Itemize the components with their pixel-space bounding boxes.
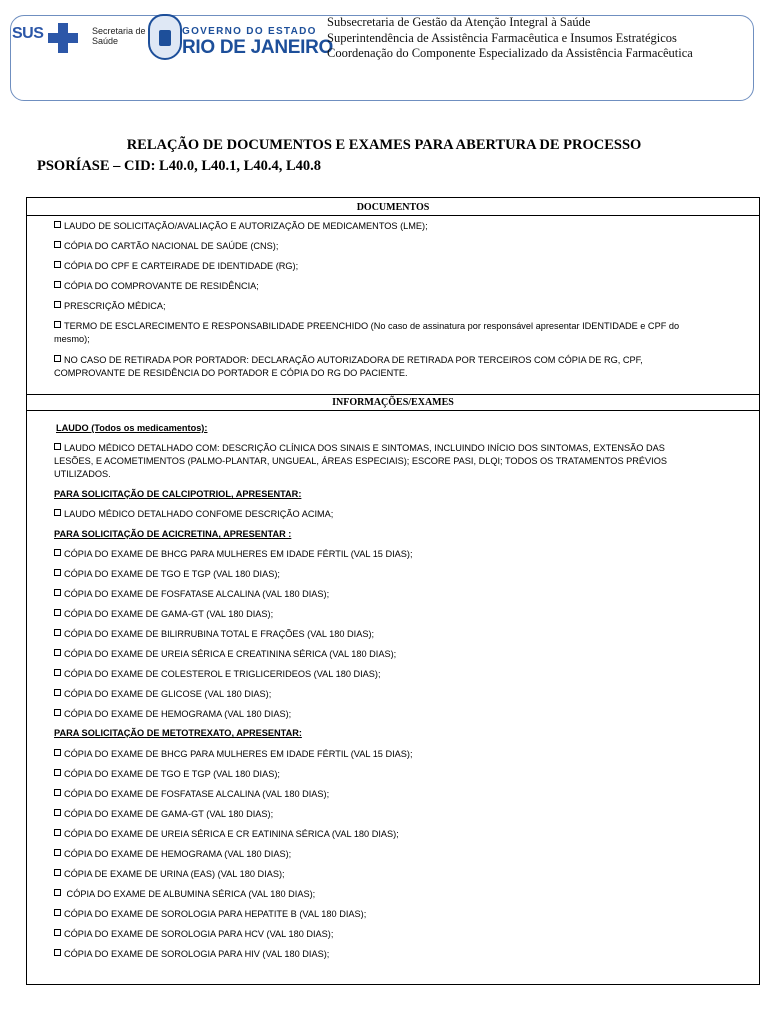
checkbox-icon — [54, 809, 61, 816]
checkbox-icon — [54, 789, 61, 796]
checkbox-icon — [54, 769, 61, 776]
checkbox-icon — [54, 829, 61, 836]
list-item: TERMO DE ESCLARECIMENTO E RESPONSABILIDADE PREENCHIDO (No caso de assinatura por responsável apresentar IDENTIDADE e CPF do mesmo); — [54, 321, 680, 344]
list-item: CÓPIA DO EXAME DE SOROLOGIA PARA HIV (VAL 180 DIAS); — [54, 948, 329, 961]
list-item: CÓPIA DO EXAME DE UREIA SÉRICA E CREATININA SÉRICA (VAL 180 DIAS); — [54, 648, 396, 661]
checkbox-icon — [54, 261, 61, 268]
checkbox-icon — [54, 629, 61, 636]
header-line-1: Subsecretaria de Gestão da Atenção Integral à Saúde — [327, 15, 591, 29]
list-item: CÓPIA DO EXAME DE GAMA-GT (VAL 180 DIAS); — [54, 608, 273, 621]
checkbox-icon — [54, 749, 61, 756]
checkbox-icon — [54, 889, 61, 896]
list-item: CÓPIA DO EXAME DE BHCG PARA MULHERES EM IDADE FÉRTIL (VAL 15 DIAS); — [54, 548, 413, 561]
checkbox-icon — [54, 569, 61, 576]
sus-cross-icon — [48, 23, 78, 53]
checkbox-icon — [54, 549, 61, 556]
page-title: RELAÇÃO DE DOCUMENTOS E EXAMES PARA ABERTURA DE PROCESSO — [126, 137, 642, 153]
checkbox-icon — [54, 949, 61, 956]
header-line-3: Coordenação do Componente Especializado da Assistência Farmacêutica — [327, 46, 693, 60]
list-item: CÓPIA DO EXAME DE UREIA SÉRICA E CR EATININA SÉRICA (VAL 180 DIAS); — [54, 828, 399, 841]
list-item: LAUDO MÉDICO DETALHADO CONFOME DESCRIÇÃO ACIMA; — [54, 508, 333, 521]
checkbox-icon — [54, 321, 61, 328]
calcipotriol-heading: PARA SOLICITAÇÃO DE CALCIPOTRIOL, APRESENTAR: — [54, 489, 302, 499]
list-item: PRESCRIÇÃO MÉDICA; — [54, 300, 166, 313]
laudo-heading: LAUDO (Todos os medicamentos): — [56, 423, 208, 433]
list-item: CÓPIA DO CARTÃO NACIONAL DE SAÚDE (CNS); — [54, 240, 278, 253]
checkbox-icon — [54, 649, 61, 656]
divider — [27, 410, 759, 411]
divider — [27, 394, 759, 395]
state-seal-icon — [148, 14, 182, 60]
list-item: CÓPIA DO EXAME DE FOSFATASE ALCALINA (VAL 180 DIAS); — [54, 788, 329, 801]
documentos-heading: DOCUMENTOS — [356, 202, 430, 213]
list-item: CÓPIA DO EXAME DE SOROLOGIA PARA HCV (VAL 180 DIAS); — [54, 928, 333, 941]
list-item: NO CASO DE RETIRADA POR PORTADOR: DECLARAÇÃO AUTORIZADORA DE RETIRADA POR TERCEIROS COM CÓPIA DE RG, CPF, COMPROVANTE DE RESIDÊNCIA DO PORTADOR E CÓPIA DO RG DO PACIENTE. — [54, 355, 643, 378]
list-item: CÓPIA DO EXAME DE HEMOGRAMA (VAL 180 DIAS); — [54, 708, 291, 721]
list-item: CÓPIA DO COMPROVANTE DE RESIDÊNCIA; — [54, 280, 259, 293]
checkbox-icon — [54, 589, 61, 596]
list-item: CÓPIA DO EXAME DE FOSFATASE ALCALINA (VAL 180 DIAS); — [54, 588, 329, 601]
informacoes-heading: INFORMAÇÕES/EXAMES — [332, 397, 454, 408]
divider — [27, 215, 759, 216]
list-item: CÓPIA DO CPF E CARTEIRADE DE IDENTIDADE (RG); — [54, 260, 298, 273]
list-item: CÓPIA DO EXAME DE HEMOGRAMA (VAL 180 DIAS); — [54, 848, 291, 861]
list-item: LAUDO DE SOLICITAÇÃO/AVALIAÇÃO E AUTORIZAÇÃO DE MEDICAMENTOS (LME); — [54, 220, 428, 233]
checkbox-icon — [54, 669, 61, 676]
gov-logo-line-2: RIO DE JANEIRO — [182, 37, 333, 58]
list-item: CÓPIA DO EXAME DE COLESTEROL E TRIGLICERIDEOS (VAL 180 DIAS); — [54, 668, 381, 681]
list-item: CÓPIA DO EXAME DE GLICOSE (VAL 180 DIAS); — [54, 688, 271, 701]
gov-logo-line-1: GOVERNO DO ESTADO — [182, 26, 317, 37]
metotrexato-heading: PARA SOLICITAÇÃO DE METOTREXATO, APRESENTAR: — [54, 728, 302, 738]
checkbox-icon — [54, 689, 61, 696]
secretaria-line-2: Saúde — [92, 36, 119, 46]
sus-logo: SUS — [12, 25, 44, 42]
checkbox-icon — [54, 221, 61, 228]
checkbox-icon — [54, 355, 61, 362]
checkbox-icon — [54, 301, 61, 308]
secretaria-saude-logo — [92, 26, 146, 46]
list-item: CÓPIA DO EXAME DE BHCG PARA MULHERES EM IDADE FÉRTIL (VAL 15 DIAS); — [54, 748, 413, 761]
checkbox-icon — [54, 281, 61, 288]
checkbox-icon — [54, 509, 61, 516]
checkbox-icon — [54, 241, 61, 248]
checkbox-icon — [54, 609, 61, 616]
checkbox-icon — [54, 709, 61, 716]
checkbox-icon — [54, 443, 61, 450]
list-item: CÓPIA DO EXAME DE ALBUMINA SÉRICA (VAL 180 DIAS); — [54, 888, 315, 901]
checkbox-icon — [54, 869, 61, 876]
checkbox-icon — [54, 909, 61, 916]
header-line-2: Superintendência de Assistência Farmacêutica e Insumos Estratégicos — [327, 30, 677, 45]
list-item: CÓPIA DO EXAME DE BILIRRUBINA TOTAL E FRAÇÕES (VAL 180 DIAS); — [54, 628, 374, 641]
header-text — [327, 15, 693, 62]
acicretina-heading: PARA SOLICITAÇÃO DE ACICRETINA, APRESENTAR : — [54, 529, 292, 539]
list-item: CÓPIA DO EXAME DE TGO E TGP (VAL 180 DIAS); — [54, 768, 280, 781]
checkbox-icon — [54, 929, 61, 936]
list-item: CÓPIA DO EXAME DE GAMA-GT (VAL 180 DIAS); — [54, 808, 273, 821]
page-subtitle: PSORÍASE – CID: L40.0, L40.1, L40.4, L40.8 — [37, 158, 321, 174]
list-item: CÓPIA DO EXAME DE TGO E TGP (VAL 180 DIAS); — [54, 568, 280, 581]
checkbox-icon — [54, 849, 61, 856]
list-item: LAUDO MÉDICO DETALHADO COM: DESCRIÇÃO CLÍNICA DOS SINAIS E SINTOMAS, INCLUINDO INÍCIO DOS SINTOMAS, EXTENSÃO DAS LESÕES, E ACOMETIMENTOS (PALMO-PLANTAR, UNGUEAL, ÁREAS ESPECIAIS); ESCORE PASI, DLQI; TODOS OS TRATAMENTOS PRÉVIOS UTILIZADOS. — [54, 443, 667, 479]
requirements-table — [26, 197, 760, 985]
secretaria-line-1: Secretaria de — [92, 26, 146, 36]
list-item: CÓPIA DO EXAME DE SOROLOGIA PARA HEPATITE B (VAL 180 DIAS); — [54, 908, 366, 921]
list-item: CÓPIA DE EXAME DE URINA (EAS) (VAL 180 DIAS); — [54, 868, 285, 881]
